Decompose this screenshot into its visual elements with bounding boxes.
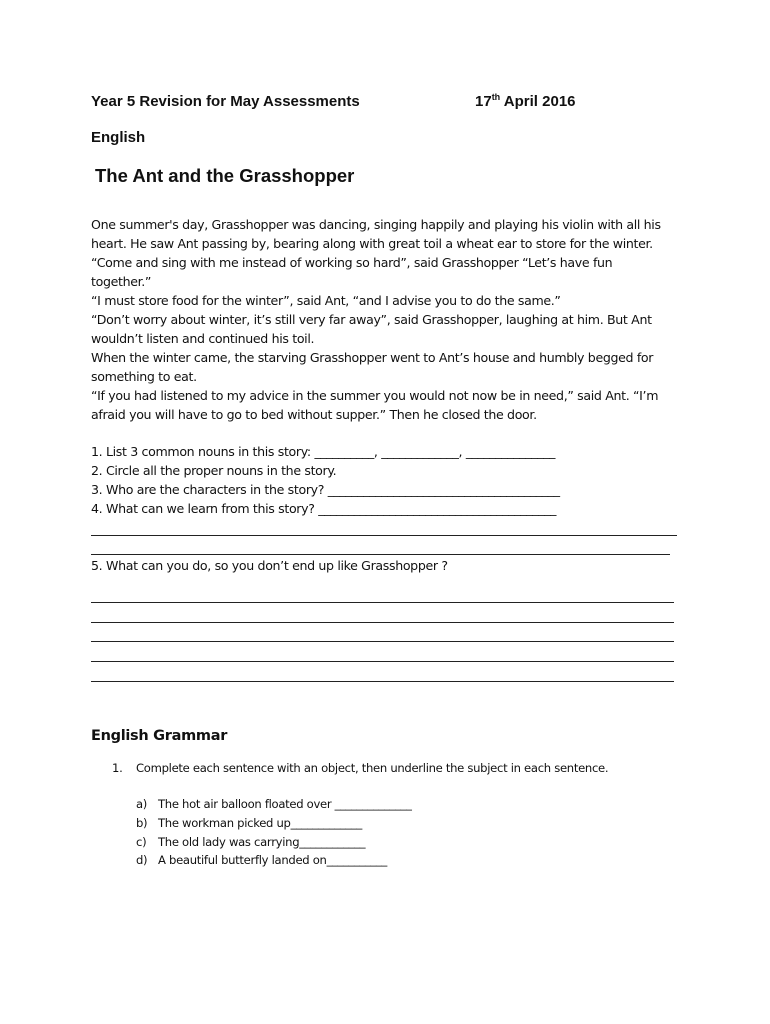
story-line: something to eat. xyxy=(91,369,197,384)
answer-line[interactable] xyxy=(91,661,674,662)
question-4: 4. What can we learn from this story? ________________________________________ xyxy=(91,501,557,516)
story-line: One summer's day, Grasshopper was dancing, singing happily and playing his violin with all his xyxy=(91,217,661,232)
story-line: “If you had listened to my advice in the summer you would not now be in need,” said Ant. “I’m xyxy=(91,388,659,403)
sentence-marker: c) xyxy=(136,835,147,849)
question-1: 1. List 3 common nouns in this story: __________, _____________, _______________ xyxy=(91,444,556,459)
sentence-text: The old lady was carrying____________ xyxy=(158,835,366,849)
story-line: “Don’t worry about winter, it’s still very far away”, said Grasshopper, laughing at him. But Ant xyxy=(91,312,652,327)
story-line: “Come and sing with me instead of working so hard”, said Grasshopper “Let’s have fun xyxy=(91,255,613,270)
grammar-instruction: Complete each sentence with an object, then underline the subject in each sentence. xyxy=(136,761,609,775)
date-suffix: th xyxy=(491,92,501,102)
answer-line[interactable] xyxy=(91,535,677,536)
sentence-text: The hot air balloon floated over ______________ xyxy=(158,797,412,811)
story-title: The Ant and the Grasshopper xyxy=(95,165,355,186)
story-line: “I must store food for the winter”, said Ant, “and I advise you to do the same.” xyxy=(91,293,561,308)
sentence-text: A beautiful butterfly landed on___________ xyxy=(158,853,388,867)
story-line: wouldn’t listen and continued his toil. xyxy=(91,331,315,346)
sentence-marker: a) xyxy=(136,797,148,811)
question-3: 3. Who are the characters in the story? _______________________________________ xyxy=(91,482,560,497)
answer-line[interactable] xyxy=(91,641,674,642)
answer-line[interactable] xyxy=(91,622,674,623)
answer-line[interactable] xyxy=(91,681,674,682)
story-line: together.” xyxy=(91,274,152,289)
story-line: heart. He saw Ant passing by, bearing along with great toil a wheat ear to store for the winter. xyxy=(91,236,653,251)
sentence-marker: b) xyxy=(136,816,148,830)
answer-line[interactable] xyxy=(91,602,674,603)
date-day: 17 xyxy=(475,93,492,110)
story-line: When the winter came, the starving Grasshopper went to Ant’s house and humbly begged for xyxy=(91,350,654,365)
sentence-text: The workman picked up_____________ xyxy=(158,816,363,830)
document-title: Year 5 Revision for May Assessments xyxy=(91,93,360,110)
story-line: afraid you will have to go to bed without supper.” Then he closed the door. xyxy=(91,407,537,422)
subject-label: English xyxy=(91,129,146,146)
grammar-item-number: 1. xyxy=(112,761,123,775)
date-month-year: April 2016 xyxy=(500,93,576,110)
grammar-heading: English Grammar xyxy=(91,728,228,744)
question-5: 5. What can you do, so you don’t end up like Grasshopper ? xyxy=(91,558,448,573)
sentence-marker: d) xyxy=(136,853,148,867)
document-date xyxy=(475,93,576,110)
answer-line[interactable] xyxy=(91,554,670,555)
question-2: 2. Circle all the proper nouns in the story. xyxy=(91,463,337,478)
